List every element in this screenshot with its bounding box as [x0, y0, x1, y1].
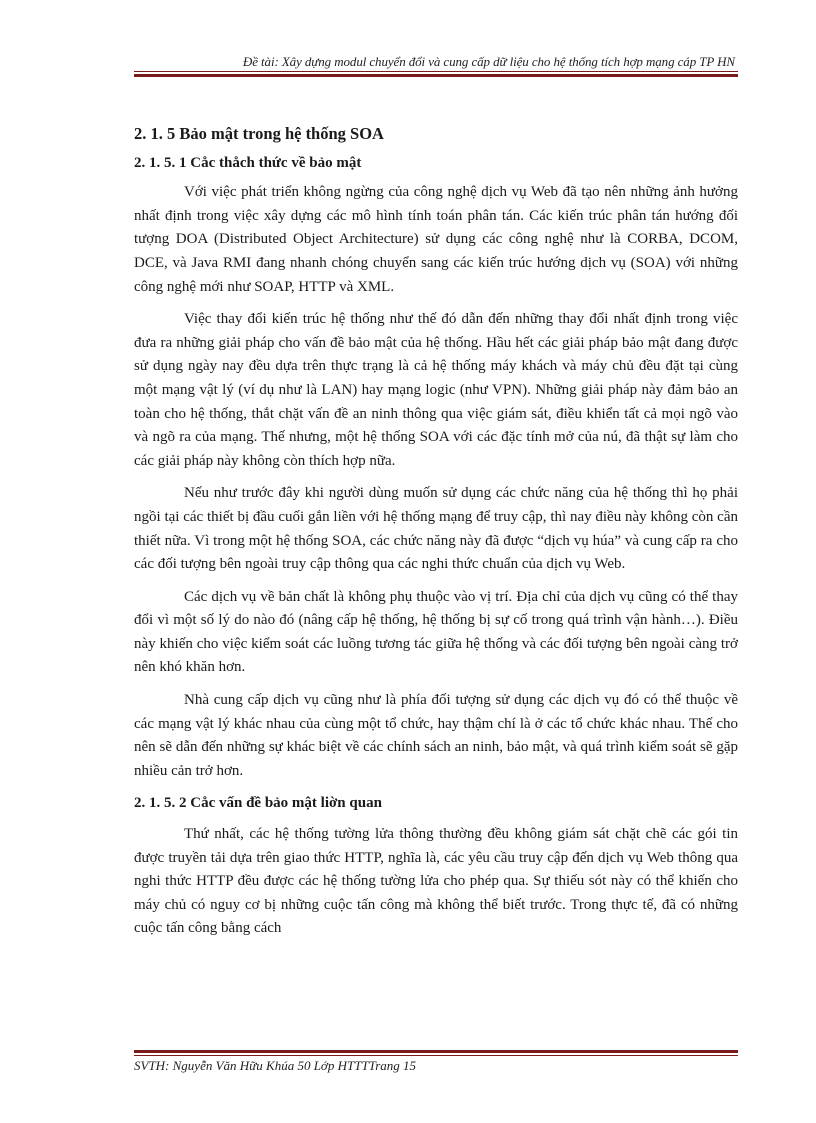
section-heading: 2. 1. 5 Bảo mật trong hệ thống SOA: [134, 124, 384, 143]
subsection-heading-1: 2. 1. 5. 1 Cåc thåch thức về bảo mật: [134, 154, 362, 171]
paragraph: Nhà cung cấp dịch vụ cũng như là phía đối tượng sử dụng các dịch vụ đó có thể thuộc về các mạng vật lý khác nhau của cùng một tổ chức, hay thậm chí là ở các tổ chức khác nhau. Thế cho nên sẽ dẫn đến những sự khác biệt về các chính sách an ninh, bảo mật, và quá trình kiểm soát sẽ gặp nhiều cản trở hơn.: [134, 692, 738, 779]
paragraph: Thứ nhất, các hệ thống tường lửa thông thường đều không giám sát chặt chẽ các gói tin được truyền tải dựa trên giao thức HTTP, nghĩa là, các yêu cầu truy cập đến dịch vụ Web thông qua nghi thức HTTP đều được các hệ thống tường lửa cho phép qua. Sự thiếu sót này có thể khiến cho máy chủ có nguy cơ bị những cuộc tấn công mà không thể biết trước. Trong thực tế, đã có những cuộc tấn công bằng cách: [134, 826, 738, 937]
paragraph: Các dịch vụ về bản chất là không phụ thuộc vào vị trí. Địa chỉ của dịch vụ cũng có thể thay đổi vì một số lý do nào đó (nâng cấp hệ thống, hệ thống bị sự cố trong quá trình vận hành…). Điều này khiến cho việc kiểm soát các luồng tương tác giữa hệ thống và các đối tượng bên ngoài càng trở nên khó khăn hơn.: [134, 588, 738, 676]
paragraph: Nếu như trước đây khi người dùng muốn sử dụng các chức năng của hệ thống thì họ phải ngồi tại các thiết bị đầu cuối gắn liền với hệ thống mạng để truy cập, thì nay điều này không còn cần thiết nữa. Vì trong một hệ thống SOA, các chức năng này đã được “dịch vụ húa” và cung cấp ra cho các đối tượng bên ngoài truy cập thông qua các nghi thức chuẩn của dịch vụ Web.: [134, 485, 738, 573]
subsection-heading-2: 2. 1. 5. 2 Cåc vấn đề bảo mật liờn quan: [134, 795, 382, 812]
page-body: [134, 118, 738, 950]
page-footer: SVTH: Nguyễn Văn Hữu Khúa 50 Lớp HTTTTrang 15: [134, 1058, 417, 1073]
page-header: Đề tài: Xây dựng modul chuyển đổi và cung cấp dữ liệu cho hệ thống tích hợp mạng cáp TP HN: [242, 54, 735, 69]
header-divider: [134, 71, 738, 77]
paragraph: Việc thay đổi kiến trúc hệ thống như thế đó dẫn đến những thay đổi nhất định trong việc đưa ra những giải pháp cho vấn đề bảo mật của hệ thống. Hầu hết các giải pháp bảo mật đang được sử dụng ngày nay đều dựa trên thực trạng là cả hệ thống máy khách và máy chủ đều đặt tại cùng một mạng vật lý (ví dụ như là LAN) hay mạng logic (như VPN). Những giải pháp này đảm bảo an toàn cho hệ thống, thắt chặt vấn đề an ninh thông qua việc giám sát, điều khiển tất cả mọi ngõ vào và ngõ ra của mạng. Thế nhưng, một hệ thống SOA với các đặc tính mở của nú, đã thật sự làm cho các giải pháp này không còn thích hợp nữa.: [134, 311, 738, 469]
paragraph: Với việc phát triển không ngừng của công nghệ dịch vụ Web đã tạo nên những ảnh hưởng nhất định trong việc xây dựng các mô hình tính toán phân tán. Các kiến trúc phân tán hướng đối tượng DOA (Distributed Object Architecture) sử dụng các công nghệ như là CORBA, DCOM, DCE, và Java RMI đang nhanh chóng chuyển sang các kiến trúc hướng dịch vụ (SOA) với những công nghệ mới như SOAP, HTTP và XML.: [134, 184, 738, 295]
footer-divider: [134, 1050, 738, 1056]
